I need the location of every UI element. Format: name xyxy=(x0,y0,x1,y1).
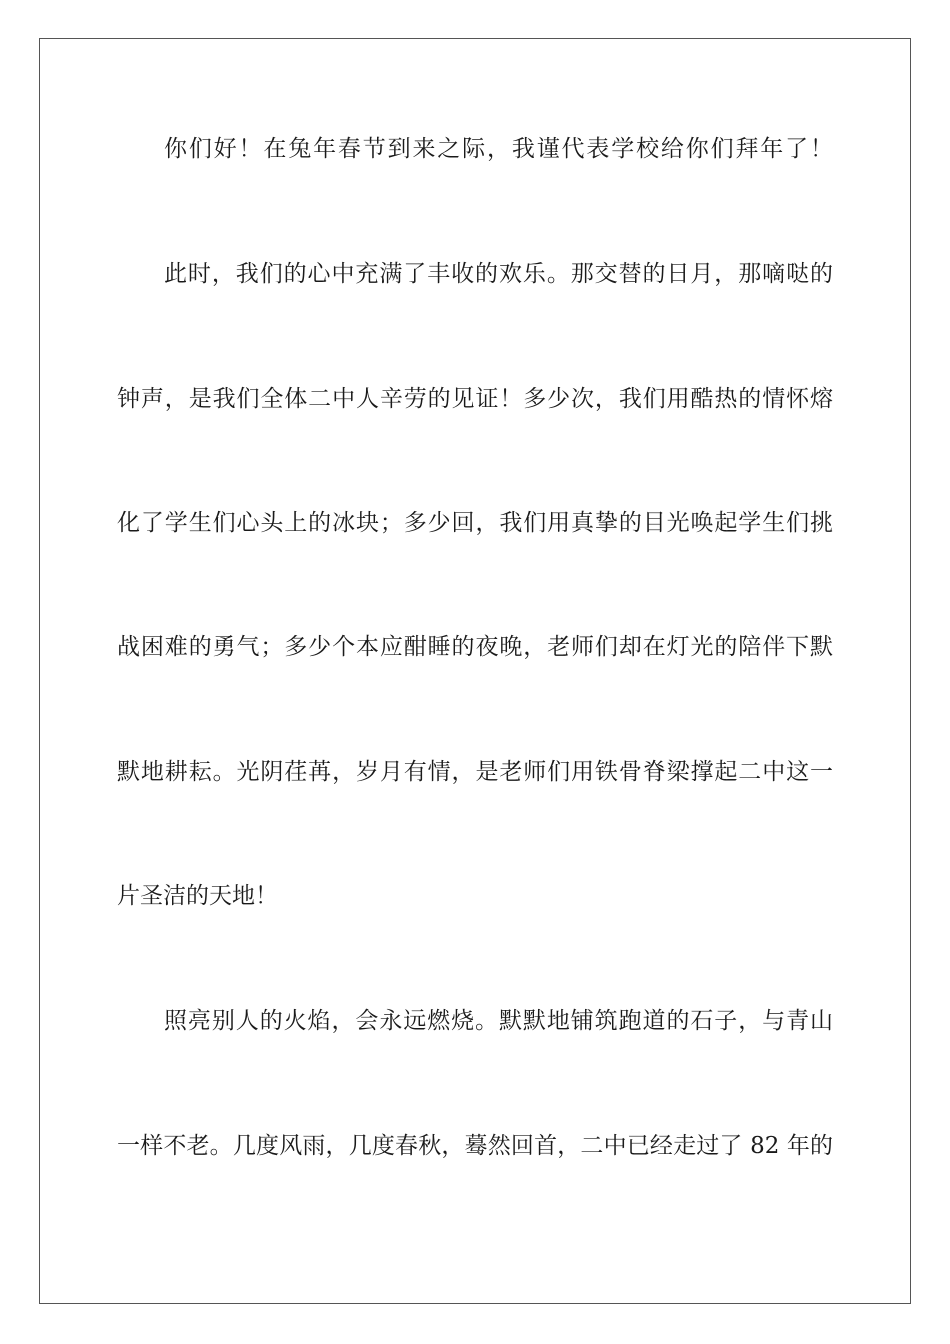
paragraph-2-line-3: 化了学生们心头上的冰块；多少回，我们用真挚的目光唤起学生们挑 xyxy=(117,510,833,536)
paragraph-2-line-6: 片圣洁的天地！ xyxy=(117,883,278,909)
paragraph-1-line-1: 你们好！在兔年春节到来之际，我谨代表学校给你们拜年了！ xyxy=(164,136,833,162)
paragraph-3-line-1: 照亮别人的火焰，会永远燃烧。默默地铺筑跑道的石子，与青山 xyxy=(164,1008,833,1034)
paragraph-2-line-1: 此时，我们的心中充满了丰收的欢乐。那交替的日月，那嘀哒的 xyxy=(164,261,833,287)
paragraph-3-line-2: 一样不老。几度风雨，几度春秋，蓦然回首，二中已经走过了 82 年的 xyxy=(117,1133,833,1159)
paragraph-2-line-2: 钟声，是我们全体二中人辛劳的见证！多少次，我们用酷热的情怀熔 xyxy=(117,386,833,412)
page-border xyxy=(39,38,911,1304)
paragraph-2-line-4: 战困难的勇气；多少个本应酣睡的夜晚，老师们却在灯光的陪伴下默 xyxy=(117,634,833,660)
paragraph-2-line-5: 默地耕耘。光阴荏苒，岁月有情，是老师们用铁骨脊梁撑起二中这一 xyxy=(117,759,833,785)
